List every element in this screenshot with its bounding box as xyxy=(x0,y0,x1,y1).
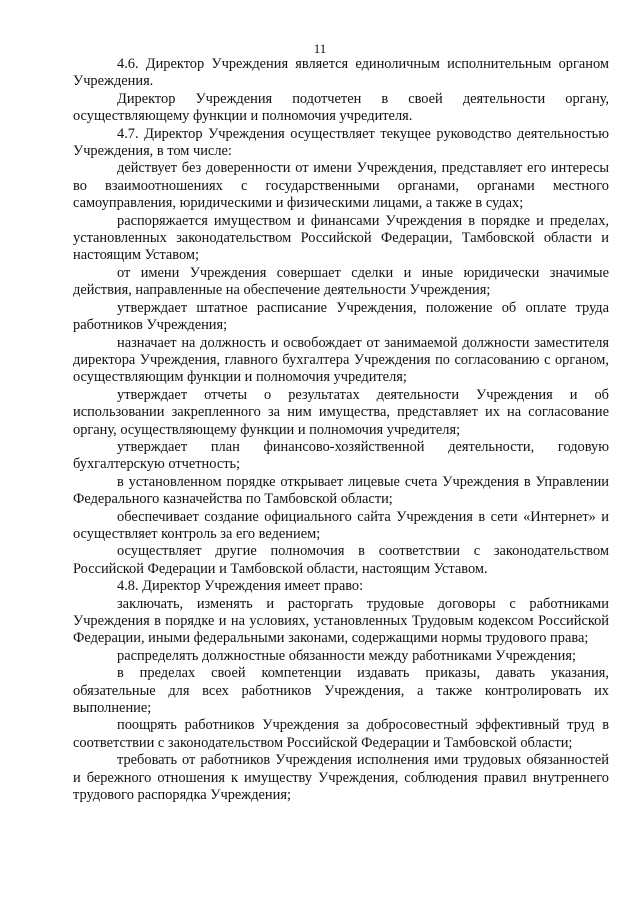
paragraph-4-8: 4.8. Директор Учреждения имеет право: xyxy=(117,578,364,595)
list-item-issues-orders: в пределах своей компетенции издавать приказы, давать указания, обязательные для всех работников Учреждения, а также контролировать их выполнение; xyxy=(73,665,609,717)
list-item-appoints-deputies: назначает на должность и освобождает от занимаемой должности заместителя директора Учреждения, главного бухгалтера Учреждения по согласованию с органом, осуществляющим функции и полномочия учредителя; xyxy=(73,334,609,386)
list-item-other-powers: осуществляет другие полномочия в соответствии с законодательством Российской Федерации и Тамбовской области, настоящим Уставом. xyxy=(73,543,609,577)
list-item-official-website: обеспечивает создание официального сайта Учреждения в сети «Интернет» и осуществляет контроль за его ведением; xyxy=(73,508,609,542)
list-item-rewards-employees: поощрять работников Учреждения за добросовестный эффективный труд в соответствии с законодательством Российской Федерации и Тамбовской области; xyxy=(73,717,609,751)
paragraph-director-accountable: Директор Учреждения подотчетен в своей деятельности органу, осуществляющему функции и полномочия учредителя. xyxy=(73,90,609,125)
paragraph-4-7: 4.7. Директор Учреждения осуществляет текущее руководство деятельностью Учреждения, в том числе: xyxy=(73,125,609,160)
list-item-opens-accounts: в установленном порядке открывает лицевые счета Учреждения в Управлении Федерального казначейства по Тамбовской области; xyxy=(73,473,609,508)
list-item-approves-plan: утверждает план финансово-хозяйственной деятельности, годовую бухгалтерскую отчетность; xyxy=(73,438,609,473)
list-item-approves-staffing: утверждает штатное расписание Учреждения, положение об оплате труда работников Учреждения; xyxy=(73,299,609,334)
list-item-labor-contracts: заключать, изменять и расторгать трудовые договоры с работниками Учреждения в порядке и на условиях, установленных Трудовым кодексом Российской Федерации, иными федеральными законами, содержащими нормы трудового права; xyxy=(73,595,609,647)
list-item-makes-transactions: от имени Учреждения совершает сделки и иные юридически значимые действия, направленные на обеспечение деятельности Учреждения; xyxy=(73,264,609,299)
paragraph-4-6: 4.6. Директор Учреждения является единоличным исполнительным органом Учреждения. xyxy=(73,56,609,90)
list-item-requires-compliance: требовать от работников Учреждения исполнения ими трудовых обязанностей и бережного отношения к имуществу Учреждения, соблюдения правил внутреннего трудового распорядка Учреждения; xyxy=(73,752,609,804)
page-number: 11 xyxy=(313,41,327,56)
document-body xyxy=(73,56,609,804)
list-item-approves-reports: утверждает отчеты о результатах деятельности Учреждения и об использовании закрепленного за ним имущества, представляет их на согласование органу, осуществляющему функции и полномочия учредителя; xyxy=(73,386,609,438)
list-item-manages-property: распоряжается имуществом и финансами Учреждения в порядке и пределах, установленных законодательством Российской Федерации, Тамбовской области и настоящим Уставом; xyxy=(73,212,609,264)
list-item-distributes-duties: распределять должностные обязанности между работниками Учреждения; xyxy=(117,647,576,664)
list-item-acts-without-proxy: действует без доверенности от имени Учреждения, представляет его интересы во взаимоотношениях с государственными органами, органами местного самоуправления, юридическими и физическими лицами, а также в судах; xyxy=(73,160,609,212)
